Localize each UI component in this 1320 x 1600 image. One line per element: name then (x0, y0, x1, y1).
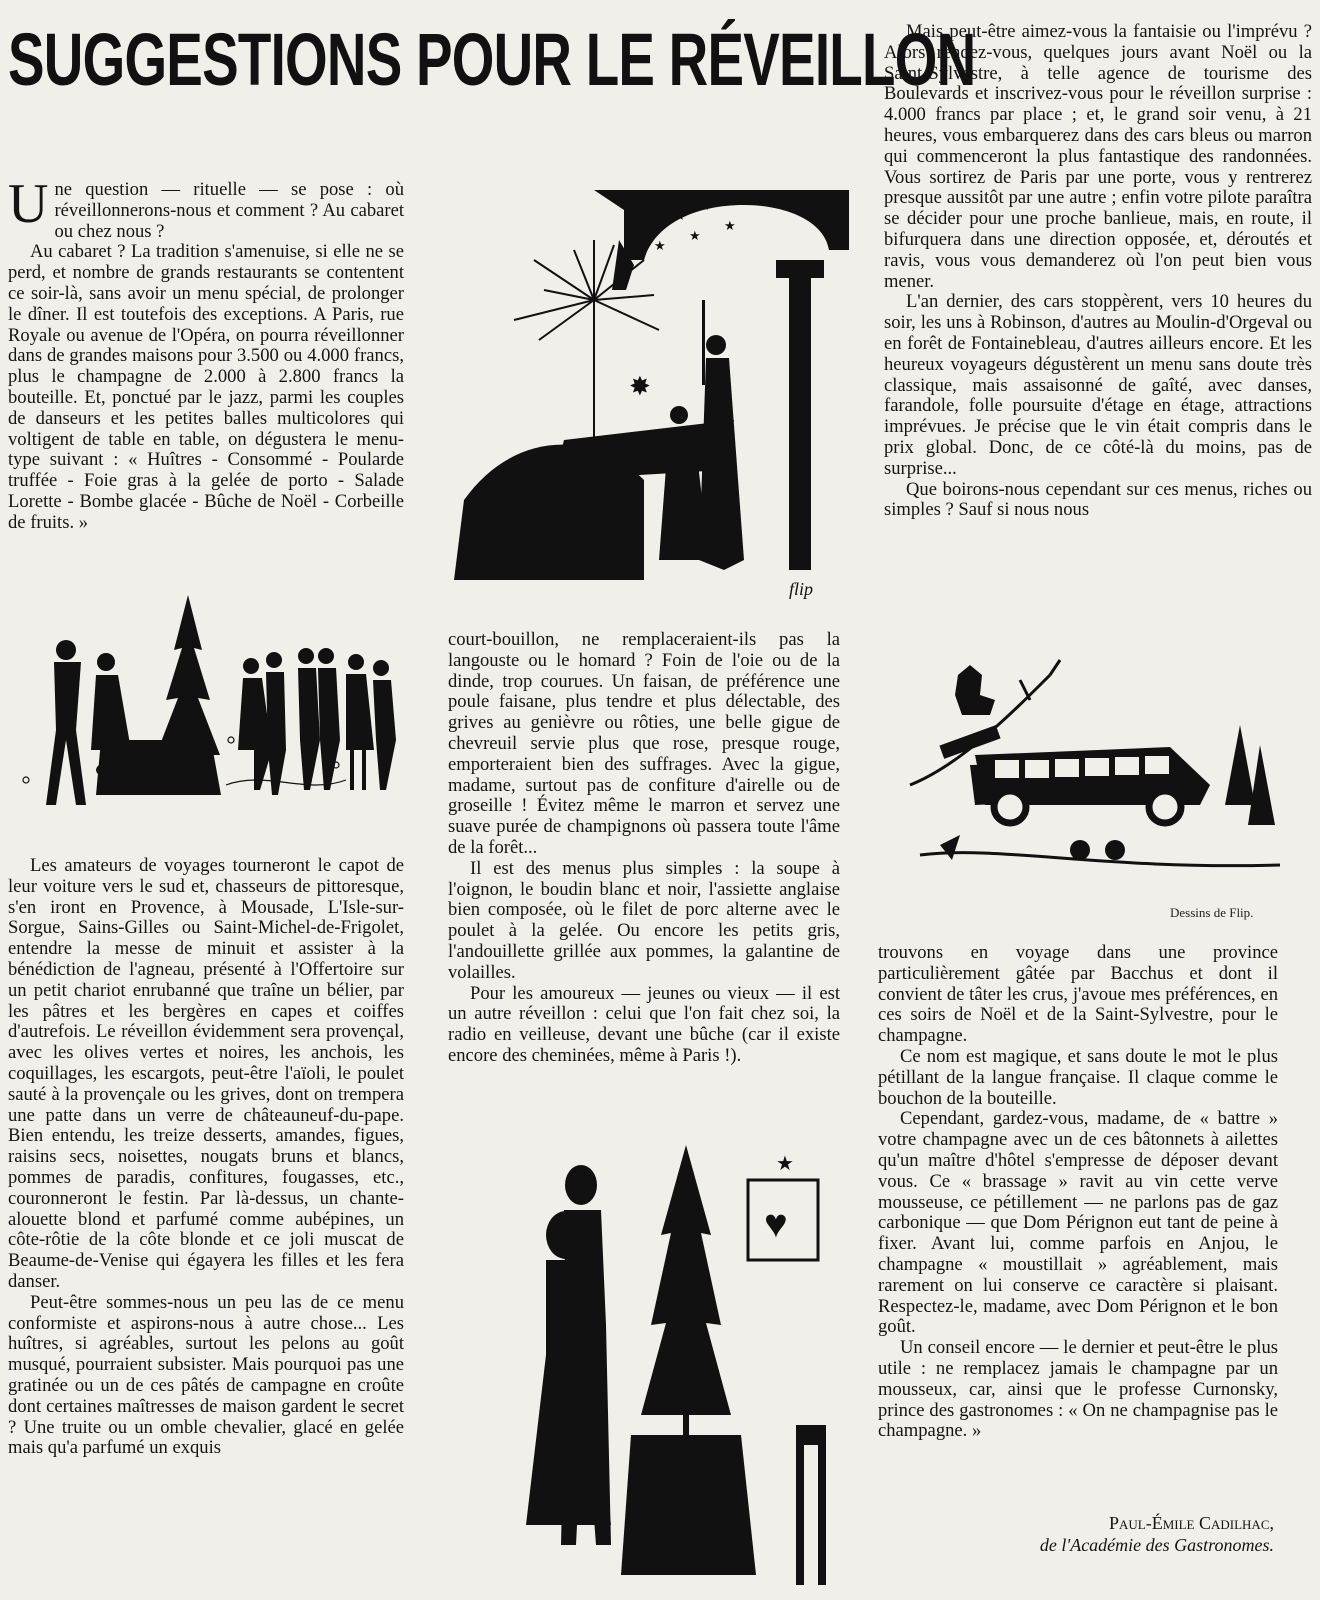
author-signature (900, 1512, 1274, 1556)
svg-text:★: ★ (674, 208, 686, 223)
svg-text:★: ★ (699, 198, 711, 213)
simple-menus-paragraph: Il est des menus plus simples : la soupe à l'oignon, le boudin blanc et noir, l'assiette anglaise bien composée, où le filet de porc alterne avec le poulet à la gelée. Ou encore les petits gris, l'andouillette grillée aux pommes, la galantine de volailles. (448, 857, 840, 983)
illustration-credit: Dessins de Flip. (1170, 905, 1254, 920)
provence-paragraph: Les amateurs de voyages tourneront le capot de leur voiture vers le sud et, chasseurs de pittoresque, s'en iront en Provence, à Mousade, L'Isle-sur-Sorgue, Sains-Gilles ou Saint-Michel-de-Frigolet, entendre la messe de minuit et assister à la bénédiction de l'agneau, présenté à l'Offertoire sur un petit chariot enrubanné que traîne un bélier, par les pâtres et les bergères en capes et coiffes d'autrefois. Le réveillon évidemment sera provençal, avec les olives vertes et noires, les anchois, les coquillages, les escargots, peut-être l'aïoli, le poulet sauté à la provençale ou les grives, dont on trempera une patte dans un verre de châteauneuf-du-pape. Bien entendu, les treize desserts, amandes, figues, raisins secs, noisettes, nougats bruns et blancs, pommes de paradis, confitures, fougasses, etc., couronneront le festin. Par là-dessus, un chante-alouette blond et parfumé comme aubépines, un côte-rôtie de la côte blonde et ce joli muscat de Beaume-de-Venise qui égayera les filles et les fera danser. (8, 855, 404, 1292)
svg-text:★: ★ (689, 228, 701, 243)
champagne-intro-paragraph: trouvons en voyage dans une province particulièrement gâtée par Bacchus et dont il convient de tâter les crus, j'avoue mes préférences, en ces soirs de Noël et de la Saint-Sylvestre, pour le champagne. (878, 942, 1278, 1047)
dancers-illustration (6, 590, 406, 815)
flip-signature: flip (789, 579, 814, 599)
svg-text:★: ★ (724, 218, 736, 233)
last-year-paragraph: L'an dernier, des cars stoppèrent, vers 10 heures du soir, les uns à Robinson, d'autres au Moulin-d'Orgeval ou en forêt de Fontainebleau, d'autres ailleurs encore. Et les heureux voyageurs dégustèrent un menu sans doute très classique, mais assaisonné de gaîté, avec danses, farandole, folle poursuite d'étage en étage, attractions imprévues. Je précise que le vin était compris dans le prix global. Donc, de ce côté-là du moins, pas de surprise... (884, 291, 1312, 479)
column-1-bottom (8, 856, 404, 1459)
svg-text:♥: ♥ (764, 1201, 788, 1246)
cabaret-paragraph: Au cabaret ? La tradition s'amenuise, si elle ne se perd, et nombre de grands restaurants se contentent ce soir-là, sans avoir un menu spécial, de prolonger le dîner. Il est toutefois des exceptions. A Paris, rue Royale ou avenue de l'Opéra, on pourra réveillonner dans de grandes maisons pour 3.500 ou 4.000 francs, plus le champagne de 2.000 à 2.800 francs la bouteille. Et, ponctué par le jazz, parmi les couples de danseurs et les petites balles multicolores qui voltigent de table en table, on dégustera le menu-type suivant : « Huîtres - Consommé - Poularde truffée - Foie gras à la gelée de porto - Salade Lorette - Bombe glacée - Bûche de Noël - Corbeille de fruits. » (8, 241, 404, 533)
column-2 (448, 630, 840, 1067)
svg-text:★: ★ (654, 238, 666, 253)
opening-paragraph: Une question — rituelle — se pose : où réveillonnerons-nous et comment ? Au cabaret ou chez nous ? (8, 173, 404, 242)
article-title: SUGGESTIONS POUR LE RÉVEILLON (8, 18, 976, 101)
column-3-bottom (878, 943, 1278, 1442)
svg-text:★: ★ (776, 1153, 794, 1175)
column-1-top (8, 173, 404, 534)
author-name: Paul-Émile Cadilhac, (1109, 1513, 1274, 1533)
nativity-illustration (444, 180, 854, 610)
last-advice-paragraph: Un conseil encore — le dernier et peut-être le plus utile : ne remplacez jamais le champagne par un mousseux, car, ainsi que le professe Curnonsky, prince des gastronomes : « On ne champagnise pas le champagne. » (878, 1337, 1278, 1442)
couple-illustration (456, 1125, 846, 1585)
alternative-menu-paragraph: Peut-être sommes-nous un peu las de ce menu conformiste et aspirons-nous à autre chose... Les huîtres, si agréables, surtout les pelons au goût musqué, pourraient subsister. Mais pourquoi pas une gratinée ou un de ces pâtés de campagne en croûte dont certaines maîtresses de maison gardent le secret ? Une truite ou un omble chevalier, glacé en gelée mais qu'a parfumé un exquis (8, 1291, 404, 1459)
dom-perignon-paragraph: Cependant, gardez-vous, madame, de « battre » votre champagne avec un de ces bâtonnets à ailettes qu'un maître d'hôtel s'empresse de déposer devant vous. Ce « brassage » ravit au vin cette verve mousseuse, ce pétillement — ne parlons pas de gaz carbonique — que Dom Pérignon eut tant de peine à fixer. Avant lui, comme parfois en Anjou, le champagne « moustillait » agréablement, mais rarement on lui conserve ce caractère si plaisant. Respectez-le, madame, avec Dom Pérignon et le bon goût. (878, 1108, 1278, 1338)
surprise-paragraph: Mais peut-être aimez-vous la fantaisie ou l'imprévu ? Alors rendez-vous, quelques jours avant Noël ou la Saint-Sylvestre, à telle agence de tourisme des Boulevards et inscrivez-vous pour le réveillon surprise : 4.000 francs par place ; et, le grand soir venu, à 21 heures, vous embarquerez dans des cars bleus ou marron qui commenceront la plus fantastique des randonnées. Vous sortirez de Paris par une porte, vous y rentrerez presque aussitôt par une autre ; enfin votre pilote paraîtra se décider pour une proche banlieue, mais, en route, il bifurquera dans une direction opposée, et, déroutés et ravis, vous vous demanderez où l'on peut bien vous mener. (884, 21, 1312, 292)
author-affiliation: de l'Académie des Gastronomes. (1039, 1535, 1274, 1555)
car-illustration (900, 655, 1300, 900)
svg-text:✸: ✸ (629, 372, 651, 401)
magic-name-paragraph: Ce nom est magique, et sans doute le mot le plus pétillant de la langue française. Il claque comme le bouchon de la bouteille. (878, 1045, 1278, 1109)
menu-continuation-paragraph: court-bouillon, ne remplaceraient-ils pas la langouste ou le homard ? Foin de l'oie ou de la dinde, trop courues. Un faisan, de préférence une poule faisane, plus tendre et plus délectable, des grives au genièvre ou rôties, une belle gigue de chevreuil servie plus que rose, presque rouge, emporteraient bien des suffrages. Avec la gigue, madame, surtout pas de confiture d'airelle ou de groseille ! Évitez même le marron et servez une suave purée de champignons où passera toute l'âme de la forêt... (448, 629, 840, 858)
lovers-paragraph: Pour les amoureux — jeunes ou vieux — il est un autre réveillon : celui que l'on fait chez soi, la radio en veilleuse, devant une bûche (car il existe encore des cheminées, même à Paris !). (448, 982, 840, 1066)
drop-cap: U (8, 173, 49, 235)
drink-question-paragraph: Que boirons-nous cependant sur ces menus, riches ou simples ? Sauf si nous nous (884, 478, 1312, 521)
column-3-top (884, 22, 1312, 521)
